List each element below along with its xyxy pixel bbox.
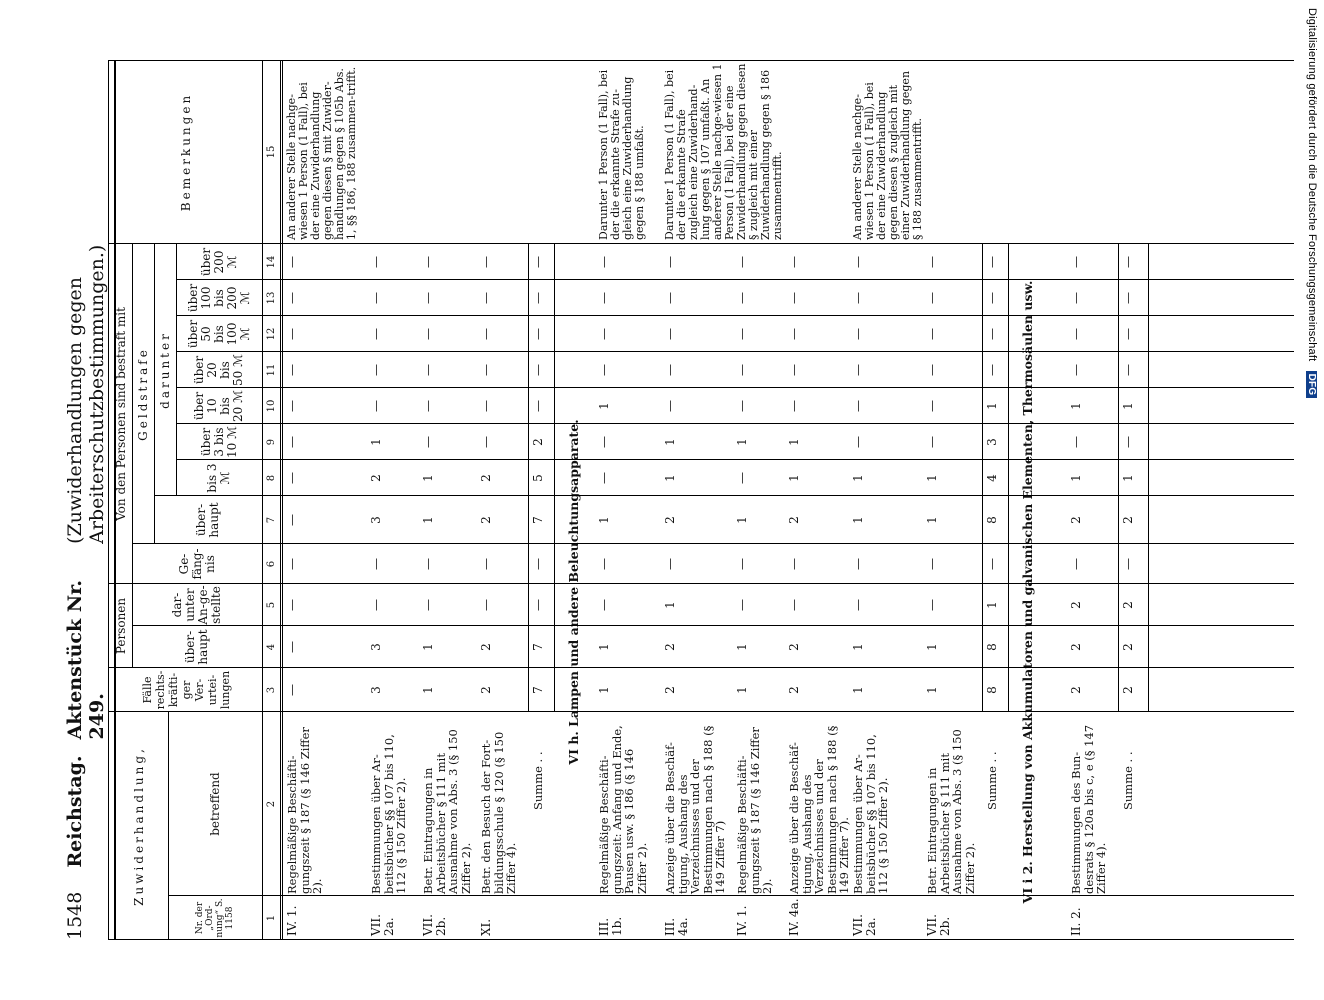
rule-horizontal [132,244,133,668]
document-page [56,60,1296,940]
column-number: 5 [266,601,277,609]
value-cell: 1 [421,474,435,482]
value-cell: 7 [531,643,545,651]
header-ueber100: über 100 bis 200 ℳ [185,283,252,313]
row-nr: VII. 2a. [851,914,878,936]
rule-vertical [154,495,1294,496]
value-cell: — [925,436,939,448]
header-bis3: bis 3 ℳ [205,463,232,493]
value-cell: 1 [597,402,611,410]
rule-vertical [132,543,1294,544]
value-cell: — [479,364,493,376]
value-cell: — [851,364,865,376]
value-cell: — [369,256,383,268]
rule-vertical [108,60,1294,61]
rule-horizontal [1118,244,1119,712]
value-cell: — [285,436,299,448]
value-cell: 1 [787,474,801,482]
value-cell: — [531,328,545,340]
value-cell: 2 [1069,516,1083,524]
value-cell: — [285,364,299,376]
header-geld-ueberhaupt: über-haupt [194,502,221,538]
row-description: Anzeige über die Beschäf-tigung, Aushang des Verzeichnisses und der Bestimmungen nach § 188 (§ 149 Ziffer 7). [787,725,851,894]
value-cell: 1 [663,601,677,609]
value-cell: — [663,256,677,268]
row-description: Betr. Eintragungen in Arbeitsbücher § 111 mit Ausnahme von Abs. 3 (§ 150 Ziffer 2). [925,729,977,894]
rule-vertical [108,243,1294,244]
value-cell: — [421,599,435,611]
value-cell: — [597,256,611,268]
value-cell: — [787,599,801,611]
value-cell: 7 [531,686,545,694]
value-cell: 1 [1121,402,1135,410]
value-cell: 1 [787,438,801,446]
value-cell: — [369,558,383,570]
value-cell: — [285,641,299,653]
row-nr: III. 4a. [663,917,690,936]
value-cell: — [1069,364,1083,376]
value-cell: 2 [787,686,801,694]
value-cell: 1 [421,516,435,524]
value-cell: — [421,436,435,448]
column-number: 8 [266,474,277,482]
value-cell: 1 [1069,474,1083,482]
value-cell: — [663,400,677,412]
value-cell: — [531,599,545,611]
value-cell: — [851,436,865,448]
value-cell: — [479,436,493,448]
value-cell: — [285,328,299,340]
value-cell: 1 [735,643,749,651]
value-cell: — [369,599,383,611]
value-cell: — [597,558,611,570]
value-cell: — [663,558,677,570]
value-cell: — [369,400,383,412]
value-cell: 3 [369,516,383,524]
value-cell: 2 [1121,516,1135,524]
value-cell: — [735,328,749,340]
summe-label: Summe . . [985,751,999,810]
row-nr: II. 2. [1069,907,1083,936]
column-number: 15 [266,145,277,159]
value-cell: — [479,328,493,340]
row-description: Regelmäßige Beschäfti-gungszeit: Anfang und Ende, Pausen usw. § 186 (§ 146 Ziffer 2). [597,725,649,894]
rule-horizontal [168,712,169,940]
value-cell: — [787,558,801,570]
header-faelle: Fälle rechts-kräfti-ger Ver-urtei-lungen [140,670,232,710]
rule-horizontal [154,244,155,544]
value-cell: 1 [925,516,939,524]
value-cell: 1 [663,474,677,482]
value-cell: 2 [1121,601,1135,609]
digitization-credit-text: Digitalisierung gefördert durch die Deutsche Forschungsgemeinschaft [1306,8,1318,362]
value-cell: 1 [597,516,611,524]
value-cell: — [597,364,611,376]
column-number: 1 [266,914,277,922]
value-cell: 8 [985,643,999,651]
value-cell: 2 [1069,686,1083,694]
value-cell: — [735,472,749,484]
value-cell: — [597,472,611,484]
header-ueber200: über 200 ℳ [198,247,239,277]
value-cell: — [531,256,545,268]
value-cell: 1 [735,686,749,694]
value-cell: 2 [787,516,801,524]
row-description: Bestimmungen über Ar-beitsbücher §§ 107 bis 110, 112 (§ 150 Ziffer 2). [851,734,890,894]
value-cell: 3 [369,643,383,651]
rule-vertical [176,459,1294,460]
column-number: 3 [266,686,277,694]
value-cell: — [735,558,749,570]
value-cell: — [285,514,299,526]
value-cell: — [663,292,677,304]
header-bemerkungen: Bemerkungen [178,92,193,212]
value-cell: — [597,292,611,304]
value-cell: 1 [735,438,749,446]
value-cell: — [735,256,749,268]
value-cell: — [925,599,939,611]
value-cell: 2 [479,516,493,524]
rule-horizontal [982,244,983,712]
row-remark: Darunter 1 Person (1 Fall), bei der die erkannte Strafe zu-gleich eine Zuwiderhandlung gegen § 188 umfaßt. [597,69,646,240]
value-cell: — [925,292,939,304]
page-number: 1548 [64,891,86,940]
header-nr: Nr. der „Ord-nung“ S. 1158 [195,898,235,938]
column-number: 11 [266,363,277,377]
value-cell: 1 [851,643,865,651]
column-number: 9 [266,438,277,446]
rule-vertical [176,279,1294,280]
value-cell: 1 [851,474,865,482]
value-cell: 1 [985,601,999,609]
value-cell: 4 [985,474,999,482]
value-cell: — [531,558,545,570]
header-zuwiderhandlung: Zuwiderhandlung, [131,746,146,906]
header-personen-ueberhaupt: über-haupt [183,629,210,665]
rule-horizontal [1008,244,1009,712]
value-cell: — [421,256,435,268]
column-number: 10 [266,399,277,413]
value-cell: — [925,328,939,340]
row-remark: An anderer Stelle nachge-wiesen 1 Person (1 Fall), bei der eine Zuwiderhandlung gegen diesen § mit Zuwider-handlungen gegen § 105b Abs. 1, §§ 186, 188 zusammen-trifft. [285,66,358,240]
value-cell: — [369,328,383,340]
row-description: Betr. den Besuch der Fort-bildungsschule § 120 (§ 150 Ziffer 4). [479,731,518,894]
value-cell: 3 [985,438,999,446]
rule-vertical [108,583,1294,584]
value-cell: — [1069,558,1083,570]
value-cell: 8 [985,686,999,694]
value-cell: — [531,400,545,412]
header-darunter: darunter [157,331,172,409]
value-cell: — [925,364,939,376]
value-cell: 1 [925,643,939,651]
value-cell: 1 [985,402,999,410]
header-betreffend: betreffend [207,772,222,836]
value-cell: — [285,558,299,570]
value-cell: — [735,364,749,376]
value-cell: 7 [531,516,545,524]
value-cell: — [285,256,299,268]
row-nr [986,896,1008,940]
row-nr: IV. 1. [735,905,749,936]
value-cell: — [851,599,865,611]
row-nr: IV. 1. [285,905,299,936]
section-heading: VI i 2. Herstellung von Akkumulatoren und galvanischen Elementen, Thermosäulen usw. [1020,280,1035,904]
section-heading: VI h. Lampen und andere Beleuchtungsapparate. [566,419,581,765]
value-cell: — [985,364,999,376]
rule-vertical [132,625,1294,626]
value-cell: — [1121,364,1135,376]
value-cell: 2 [787,643,801,651]
value-cell: — [531,292,545,304]
value-cell: — [1121,292,1135,304]
value-cell: — [787,256,801,268]
value-cell: 1 [421,686,435,694]
row-nr: VII. 2b. [925,914,952,936]
value-cell: 2 [479,643,493,651]
value-cell: 3 [369,686,383,694]
value-cell: — [369,292,383,304]
rule-vertical [176,315,1294,316]
rule-vertical [176,387,1294,388]
value-cell: — [1069,328,1083,340]
row-description: Anzeige über die Beschäf-tigung, Aushang des Verzeichnisses und der Bestimmungen nach § 188 (§ 149 Ziffer 7) [663,725,727,894]
value-cell: 2 [1069,643,1083,651]
rule-horizontal [280,60,281,940]
value-cell: 8 [985,516,999,524]
document-subtitle: (Zuwiderhandlungen gegen Arbeiterschutzbestimmungen.) [64,244,108,544]
value-cell: — [421,558,435,570]
value-cell: — [735,292,749,304]
value-cell: 2 [663,686,677,694]
value-cell: — [1121,256,1135,268]
value-cell: — [285,472,299,484]
rule-horizontal [282,60,283,940]
row-nr [1122,896,1148,940]
row-remark: An anderer Stelle nachge-wiesen 1 Person (1 Fall), bei der eine Zuwiderhandlung gegen diesen § zugleich mit einer Zuwiderhandlung gegen § 188 zusammentrifft. [851,70,924,240]
value-cell: 1 [369,438,383,446]
value-cell: 1 [925,474,939,482]
header-ueber20: über 20 bis 50 ℳ [192,354,245,386]
value-cell: — [1121,436,1135,448]
value-cell: — [985,558,999,570]
value-cell: 1 [1121,474,1135,482]
row-description: Bestimmungen des Bun-desrats § 120a bis c, e (§ 147 Ziffer 4). [1069,724,1108,894]
value-cell: — [285,599,299,611]
value-cell: — [925,400,939,412]
value-cell: 2 [1121,686,1135,694]
value-cell: — [479,292,493,304]
value-cell: — [663,328,677,340]
value-cell: — [421,328,435,340]
value-cell: — [1069,292,1083,304]
value-cell: — [851,558,865,570]
value-cell: — [479,599,493,611]
value-cell: — [421,292,435,304]
rule-vertical [176,423,1294,424]
header-ueber3: über 3 bis 10 ℳ [198,426,239,458]
row-nr [532,896,554,940]
value-cell: — [787,400,801,412]
header-geldstrafe: Geldstrafe [135,347,150,441]
row-nr: VII. 2a. [369,914,396,936]
value-cell: 1 [663,438,677,446]
row-remark: Darunter 1 Person (1 Fall), bei der die erkannte Strafe zugleich eine Zuwiderhand-lung gegen § 107 umfaßt. An anderer Stelle nachge-wiesen 1 Person (1 Fall), bei der eine Zuwiderhandlung gegen diesen § zugleich mit einer Zuwiderhandlung gegen § 186 zusammentrifft. [663,63,784,240]
rule-horizontal [262,60,263,940]
value-cell: 1 [1069,402,1083,410]
header-gefaengnis: Ge-fäng-nis [176,548,217,580]
value-cell: 1 [421,643,435,651]
digitization-credit [1306,8,1318,398]
value-cell: — [985,292,999,304]
rule-vertical [108,939,1294,940]
value-cell: — [1069,436,1083,448]
value-cell: — [787,292,801,304]
row-nr: III. 1b. [597,916,624,936]
value-cell: — [851,256,865,268]
row-nr: IV. 4a. [787,898,801,936]
header-ueber10: über 10 bis 20 ℳ [192,390,245,422]
row-description: Bestimmungen über Ar-beitsbücher §§ 107 bis 110, 112 (§ 150 Ziffer 2). [369,734,408,894]
value-cell: — [735,599,749,611]
value-cell: 1 [597,686,611,694]
header-personen: Personen [113,597,128,655]
value-cell: — [851,292,865,304]
rule-vertical [168,895,1294,896]
value-cell: — [663,364,677,376]
value-cell: — [985,328,999,340]
value-cell: 1 [735,516,749,524]
row-nr: XI. [479,918,493,936]
summe-label: Summe . . [1121,751,1135,810]
document-label: Aktenstück Nr. 249. [64,580,108,740]
statistics-table [108,60,1296,940]
value-cell: 1 [597,643,611,651]
value-cell: 2 [663,643,677,651]
rule-vertical [108,711,1294,712]
value-cell: — [531,364,545,376]
running-title: Reichstag. [64,755,86,868]
value-cell: — [787,328,801,340]
value-cell: 1 [851,516,865,524]
value-cell: — [1069,256,1083,268]
column-number: 6 [266,560,277,568]
column-number: 14 [266,255,277,269]
value-cell: — [285,684,299,696]
column-number: 12 [266,327,277,341]
value-cell: — [735,400,749,412]
value-cell: 2 [1121,643,1135,651]
header-ueber50: über 50 bis 100 ℳ [185,319,252,349]
value-cell: — [285,292,299,304]
value-cell: 2 [663,516,677,524]
value-cell: — [421,400,435,412]
row-nr: VII. 2b. [421,914,448,936]
value-cell: — [597,436,611,448]
value-cell: — [851,400,865,412]
header-darunter-angestellte: dar-unter An-ge-stellte [170,585,223,625]
value-cell: — [479,558,493,570]
row-description: Regelmäßige Beschäfti-gungszeit § 187 (§ 146 Ziffer 2). [285,727,324,894]
value-cell: — [597,328,611,340]
value-cell: — [597,599,611,611]
value-cell: — [985,256,999,268]
value-cell: — [479,400,493,412]
value-cell: 2 [1069,601,1083,609]
value-cell: — [421,364,435,376]
value-cell: — [787,364,801,376]
dfg-logo: DFG [1306,371,1317,399]
value-cell: — [369,364,383,376]
row-description: Betr. Eintragungen in Arbeitsbücher § 111 mit Ausnahme von Abs. 3 (§ 150 Ziffer 2). [421,729,473,894]
value-cell: 2 [369,474,383,482]
column-number: 13 [266,291,277,305]
value-cell: — [479,256,493,268]
rule-horizontal [1148,244,1149,712]
rule-vertical [108,667,1294,668]
rule-horizontal [108,60,109,940]
value-cell: 2 [479,474,493,482]
rule-horizontal [554,244,555,712]
summe-label: Summe . . [531,751,545,810]
page-header [56,60,116,940]
value-cell: 1 [851,686,865,694]
value-cell: — [1121,558,1135,570]
value-cell: 5 [531,474,545,482]
column-number: 2 [266,800,277,808]
value-cell: — [285,400,299,412]
value-cell: 1 [925,686,939,694]
rule-horizontal [528,244,529,712]
value-cell: — [1121,328,1135,340]
header-bestraft-mit: Von den Personen sind bestraft mit [113,307,128,521]
rule-vertical [176,351,1294,352]
value-cell: — [925,256,939,268]
value-cell: 2 [531,438,545,446]
value-cell: 2 [479,686,493,694]
value-cell: — [925,558,939,570]
column-number: 4 [266,643,277,651]
value-cell: — [851,328,865,340]
column-number: 7 [266,516,277,524]
row-description: Regelmäßige Beschäfti-gungszeit § 187 (§ 146 Ziffer 2). [735,727,774,894]
